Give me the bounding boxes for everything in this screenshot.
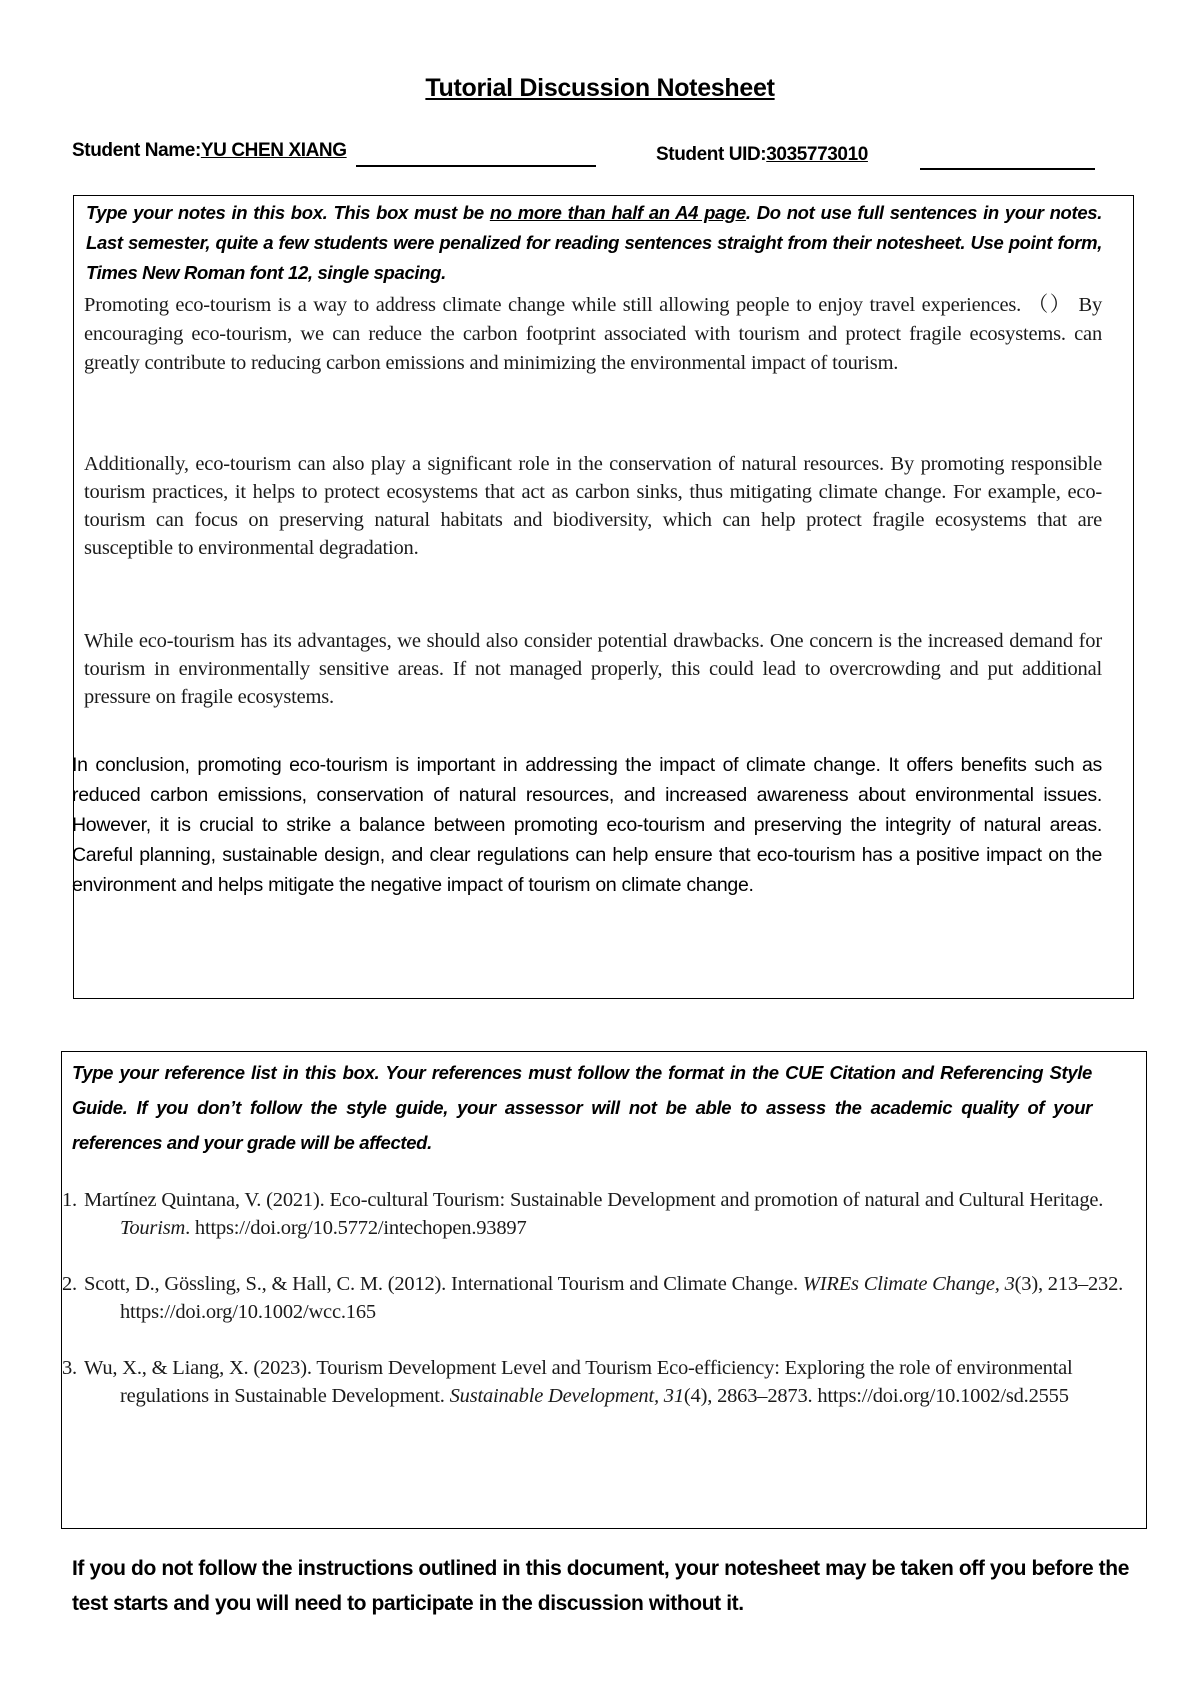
student-name-field (72, 140, 347, 162)
notes-instruction (86, 198, 1102, 288)
student-uid-label: Student UID: (656, 144, 767, 165)
reference-text: Martínez Quintana, V. (2021). Eco-cultural Tourism: Sustainable Development and promotion of natural and Cultural Heritage. (84, 1189, 1104, 1211)
student-name-underline (356, 165, 596, 167)
student-uid-field (656, 144, 868, 166)
reference-item (62, 1270, 1132, 1326)
reference-source: WIREs Climate Change, 3 (802, 1273, 1015, 1295)
notes-conclusion-paragraph: In conclusion, promoting eco-tourism is important in addressing the impact of climate change. It offers benefits such as reduced carbon emissions, conservation of natural resources, and increased awareness about environmental issues. However, it is crucial to strike a balance between promoting eco-tourism and preserving the integrity of natural areas. Careful planning, sustainable design, and clear regulations can help ensure that eco-tourism has a positive impact on the environment and helps mitigate the negative impact of tourism on climate change. (72, 754, 1102, 896)
reference-doi: (4), 2863–2873. https://doi.org/10.1002/sd.2555 (683, 1385, 1069, 1407)
notes-paragraph: Additionally, eco-tourism can also play a significant role in the conservation of natural resources. By promoting responsible tourism practices, it helps to protect ecosystems that act as carbon sinks, thus mitigating climate change. For example, eco-tourism can focus on preserving natural habitats and biodiversity, which can help protect fragile ecosystems that are susceptible to environmental degradation. (84, 453, 1102, 559)
reference-source: Sustainable Development, 31 (449, 1385, 684, 1407)
references-instruction: Type your reference list in this box. Your references must follow the format in the CUE Citation and Referencing Style Guide. If you don’t follow the style guide, your assessor will not be able to assess the academic quality of your references and your grade will be affected. (72, 1062, 1092, 1153)
reference-list (62, 1186, 1132, 1438)
reference-source: Tourism (120, 1217, 186, 1239)
notes-instruction-part2: . Do not use full sentences in your notes. Last semester, quite a few students were penalized for reading sentences straight from their notesheet. Use point form, Times New Roman font 12, single spacing. (86, 202, 1102, 283)
notes-instruction-underlined: no more than half an A4 page (489, 202, 746, 223)
notes-paragraph: While eco-tourism has its advantages, we should also consider potential drawbacks. One concern is the increased demand for tourism in environmentally sensitive areas. If not managed properly, this could lead to overcrowding and put additional pressure on fragile ecosystems. (84, 630, 1102, 708)
reference-item (62, 1186, 1132, 1242)
notes-instruction-part1: Type your notes in this box. This box must be (86, 202, 490, 223)
document-title: Tutorial Discussion Notesheet (425, 74, 775, 102)
reference-text: Scott, D., Gössling, S., & Hall, C. M. (2012). International Tourism and Climate Change. (84, 1273, 803, 1295)
reference-doi: . https://doi.org/10.5772/intechopen.93897 (185, 1217, 527, 1239)
student-name-value: YU CHEN XIANG (200, 140, 347, 161)
reference-number: 1. (62, 1189, 77, 1211)
student-uid-underline (920, 168, 1095, 170)
reference-number: 3. (62, 1357, 77, 1379)
notes-paragraph: Promoting eco-tourism is a way to address climate change while still allowing people to enjoy travel experiences. （） By encouraging eco-tourism, we can reduce the carbon footprint associated with tourism and protect fragile ecosystems. can greatly contribute to reducing carbon emissions and minimizing the environmental impact of tourism. (84, 294, 1102, 374)
reference-text: Wu, X., & Liang, X. (2023). Tourism Development Level and Tourism Eco-efficiency: Exploring the role of environmental regulations in Sustainable Development. (84, 1357, 1073, 1407)
reference-doi: (3), 213–232. https://doi.org/10.1002/wcc.165 (120, 1273, 1124, 1323)
reference-number: 2. (62, 1273, 77, 1295)
student-uid-value: 3035773010 (766, 144, 868, 165)
student-name-label: Student Name: (72, 140, 201, 161)
footer-warning: If you do not follow the instructions outlined in this document, your notesheet may be taken off you before the test starts and you will need to participate in the discussion without it. (72, 1557, 1129, 1615)
reference-item (62, 1354, 1132, 1410)
